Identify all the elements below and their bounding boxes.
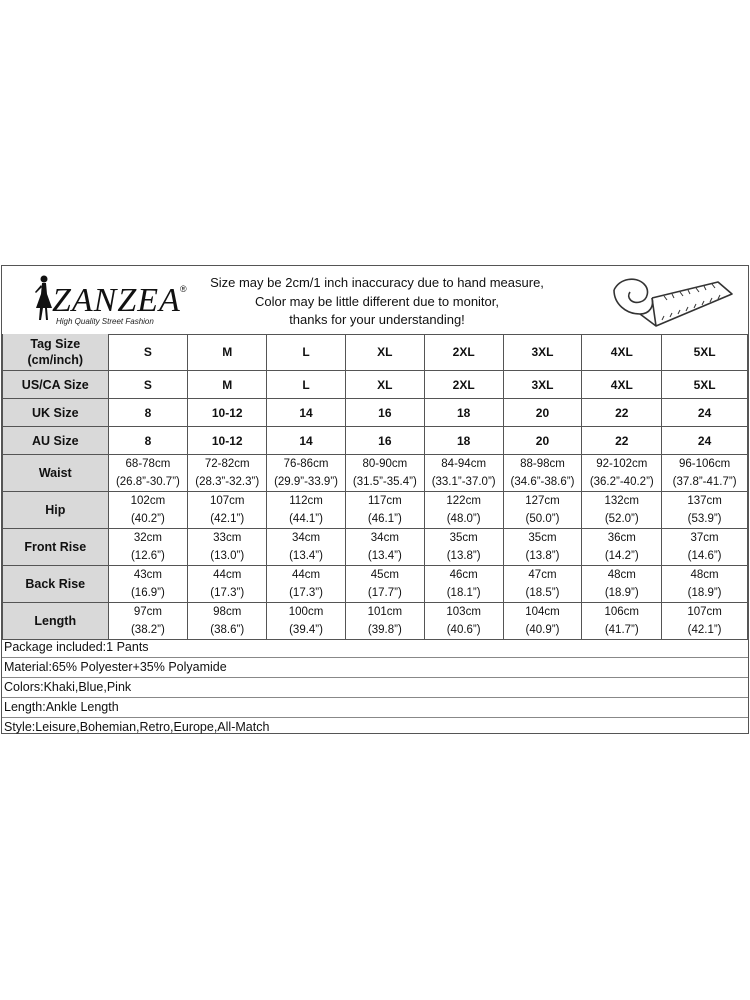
front-rise-cell: [188, 529, 267, 566]
waist-cm: 72-82cm: [204, 458, 250, 470]
hip-header: Hip: [3, 492, 109, 529]
us-ca-size-cell: 5XL: [662, 371, 748, 399]
uk-size-cell: 22: [582, 399, 662, 427]
front-rise-cell: [108, 529, 188, 566]
hip-cell: [345, 492, 424, 529]
tag-size-cell: 4XL: [582, 334, 662, 371]
tag-size-cell: 5XL: [662, 334, 748, 371]
hip-inch: (40.2”): [130, 513, 165, 525]
length-cell: [188, 603, 267, 640]
back-rise-inch: (18.9”): [604, 587, 639, 599]
hip-cm: 117cm: [368, 495, 402, 507]
notice-line-1: Size may be 2cm/1 inch inaccuracy due to hand measure,: [210, 275, 544, 290]
us-ca-size-cell: M: [188, 371, 267, 399]
back-rise-cell: [662, 566, 748, 603]
hip-inch: (46.1”): [367, 513, 402, 525]
hip-cm: 127cm: [525, 495, 560, 507]
length-inch: (38.2”): [130, 624, 165, 636]
length-cell: [267, 603, 346, 640]
length-inch: (39.8”): [367, 624, 402, 636]
waist-cell: [503, 455, 582, 492]
waist-cm: 92-102cm: [596, 458, 648, 470]
uk-size-cell: 18: [424, 399, 503, 427]
waist-inch: (29.9”-33.9”): [274, 476, 338, 488]
waist-cm: 68-78cm: [125, 458, 171, 470]
length-cell: [503, 603, 582, 640]
length-cell: [108, 603, 188, 640]
tag-size-cell: 3XL: [503, 334, 582, 371]
length-cm: 100cm: [288, 606, 324, 618]
notice-line-2: Color may be little different due to monitor,: [255, 293, 499, 309]
front-rise-inch: (14.6”): [687, 550, 722, 562]
front-rise-cm: 32cm: [133, 532, 162, 544]
us-ca-size-header: US/CA Size: [3, 371, 109, 399]
notice-line-3: thanks for your understanding!: [289, 312, 465, 327]
length-inch: (38.6”): [210, 624, 245, 636]
length-cm: 98cm: [213, 606, 242, 618]
length-inch: (39.4”): [289, 624, 323, 636]
hip-cm: 122cm: [446, 495, 481, 507]
hip-cm: 102cm: [130, 495, 166, 507]
length-cm: 107cm: [687, 606, 722, 618]
front-rise-cell: [345, 529, 424, 566]
back-rise-cell: [582, 566, 662, 603]
au-size-cell: 22: [582, 427, 662, 455]
waist-cell: [345, 455, 424, 492]
back-rise-header: Back Rise: [3, 566, 109, 603]
waist-cell: [108, 455, 188, 492]
hip-cell: [424, 492, 503, 529]
front-rise-inch: (13.0”): [210, 550, 245, 562]
back-rise-cell: [188, 566, 267, 603]
waist-cm: 88-98cm: [520, 458, 565, 470]
length-cm: 97cm: [133, 606, 162, 618]
au-size-cell: 16: [345, 427, 424, 455]
us-ca-size-cell: XL: [345, 371, 424, 399]
front-rise-cm: 37cm: [690, 532, 719, 544]
hip-inch: (53.9”): [687, 513, 722, 525]
us-ca-size-cell: L: [267, 371, 346, 399]
length-cm: 106cm: [604, 606, 640, 618]
chart-header: [2, 266, 748, 335]
back-rise-inch: (16.9”): [130, 587, 165, 599]
au-size-cell: 14: [267, 427, 346, 455]
us-ca-size-cell: 4XL: [582, 371, 662, 399]
au-size-header: AU Size: [3, 427, 109, 455]
waist-inch: (33.1”-37.0”): [431, 476, 496, 488]
front-rise-cell: [424, 529, 503, 566]
hip-inch: (42.1”): [210, 513, 245, 525]
tag-size-cell: XL: [345, 334, 424, 371]
registered-mark: ®: [180, 284, 187, 294]
waist-cm: 96-106cm: [679, 458, 731, 470]
back-rise-row: [3, 566, 748, 603]
back-rise-inch: (18.9”): [687, 587, 722, 599]
hip-inch: (44.1”): [289, 513, 323, 525]
waist-inch: (37.8”-41.7”): [672, 476, 737, 488]
length-info: Length:Ankle Length: [2, 697, 748, 717]
front-rise-cell: [582, 529, 662, 566]
au-size-cell: 20: [503, 427, 582, 455]
uk-size-header: UK Size: [3, 399, 109, 427]
front-rise-inch: (13.4”): [367, 550, 402, 562]
measurement-notice: [192, 274, 562, 330]
waist-header: Waist: [3, 455, 109, 492]
waist-inch: (36.2”-40.2”): [589, 476, 654, 488]
brand-logo: [30, 272, 190, 330]
waist-cm: 76-86cm: [283, 458, 329, 470]
front-rise-row: [3, 529, 748, 566]
size-chart: [1, 265, 749, 734]
au-size-cell: 18: [424, 427, 503, 455]
back-rise-cm: 48cm: [690, 569, 719, 581]
tag-size-cell: L: [267, 334, 346, 371]
hip-cm: 132cm: [604, 495, 640, 507]
brand-tagline: High Quality Street Fashion: [56, 317, 154, 326]
uk-size-cell: 14: [267, 399, 346, 427]
waist-inch: (34.6”-38.6”): [510, 476, 575, 488]
tag-size-cell: S: [108, 334, 188, 371]
tag-size-unit: (cm/inch): [27, 353, 84, 367]
front-rise-cm: 36cm: [607, 532, 636, 544]
au-size-cell: 8: [108, 427, 188, 455]
tag-size-row: [3, 334, 748, 371]
back-rise-cm: 44cm: [291, 569, 321, 581]
length-inch: (42.1”): [687, 624, 722, 636]
length-cell: [424, 603, 503, 640]
waist-inch: (26.8”-30.7”): [115, 476, 180, 488]
front-rise-inch: (13.8”): [446, 550, 481, 562]
waist-cell: [424, 455, 503, 492]
back-rise-inch: (17.7”): [367, 587, 402, 599]
front-rise-cm: 35cm: [449, 532, 478, 544]
back-rise-inch: (17.3”): [210, 587, 245, 599]
us-ca-size-cell: S: [108, 371, 188, 399]
waist-inch: (31.5”-35.4”): [352, 476, 417, 488]
style-info: Style:Leisure,Bohemian,Retro,Europe,All-Match: [2, 717, 748, 737]
back-rise-cm: 44cm: [213, 569, 242, 581]
material-info: Material:65% Polyester+35% Polyamide: [2, 657, 748, 677]
front-rise-inch: (13.4”): [289, 550, 323, 562]
colors-info: Colors:Khaki,Blue,Pink: [2, 677, 748, 697]
uk-size-cell: 8: [108, 399, 188, 427]
front-rise-cm: 34cm: [370, 532, 399, 544]
hip-inch: (50.0”): [525, 513, 560, 525]
uk-size-cell: 24: [662, 399, 748, 427]
back-rise-cell: [503, 566, 582, 603]
size-table: [2, 334, 748, 640]
front-rise-inch: (14.2”): [604, 550, 639, 562]
front-rise-cell: [267, 529, 346, 566]
hip-cm: 137cm: [687, 495, 722, 507]
tag-size-label: Tag Size: [30, 337, 81, 351]
back-rise-inch: (18.5”): [525, 587, 560, 599]
front-rise-inch: (13.8”): [525, 550, 560, 562]
back-rise-cm: 46cm: [449, 569, 478, 581]
tag-size-cell: M: [188, 334, 267, 371]
hip-cell: [108, 492, 188, 529]
hip-row: [3, 492, 748, 529]
back-rise-inch: (18.1”): [446, 587, 481, 599]
hip-cell: [662, 492, 748, 529]
measuring-tape-icon: [610, 270, 736, 332]
back-rise-cm: 48cm: [607, 569, 636, 581]
back-rise-cell: [345, 566, 424, 603]
package-info: Package included:1 Pants: [4, 640, 149, 654]
waist-cm: 84-94cm: [441, 458, 487, 470]
us-ca-size-cell: 3XL: [503, 371, 582, 399]
hip-cell: [188, 492, 267, 529]
tag-size-cell: 2XL: [424, 334, 503, 371]
waist-cell: [188, 455, 267, 492]
hip-inch: (52.0”): [604, 513, 639, 525]
waist-cell: [267, 455, 346, 492]
au-size-cell: 10-12: [188, 427, 267, 455]
back-rise-cell: [267, 566, 346, 603]
back-rise-inch: (17.3”): [289, 587, 323, 599]
length-cm: 101cm: [367, 606, 403, 618]
length-cm: 104cm: [525, 606, 560, 618]
front-rise-cm: 34cm: [291, 532, 321, 544]
length-inch: (41.7”): [604, 624, 639, 636]
hip-cell: [503, 492, 582, 529]
waist-cell: [582, 455, 662, 492]
product-info: [2, 638, 748, 737]
tag-size-header: [3, 334, 109, 371]
length-cell: [582, 603, 662, 640]
length-inch: (40.9”): [525, 624, 560, 636]
uk-size-cell: 10-12: [188, 399, 267, 427]
woman-silhouette-icon: [30, 274, 54, 322]
uk-size-cell: 20: [503, 399, 582, 427]
front-rise-cm: 33cm: [213, 532, 242, 544]
us-ca-size-cell: 2XL: [424, 371, 503, 399]
waist-cell: [662, 455, 748, 492]
back-rise-cm: 45cm: [370, 569, 399, 581]
back-rise-cell: [424, 566, 503, 603]
hip-cell: [582, 492, 662, 529]
back-rise-cm: 47cm: [528, 569, 557, 581]
front-rise-cell: [503, 529, 582, 566]
length-header: Length: [3, 603, 109, 640]
uk-size-row: [3, 399, 748, 427]
au-size-row: [3, 427, 748, 455]
front-rise-cell: [662, 529, 748, 566]
front-rise-inch: (12.6”): [130, 550, 165, 562]
uk-size-cell: 16: [345, 399, 424, 427]
front-rise-header: Front Rise: [3, 529, 109, 566]
length-cell: [662, 603, 748, 640]
length-inch: (40.6”): [446, 624, 481, 636]
us-ca-size-row: [3, 371, 748, 399]
au-size-cell: 24: [662, 427, 748, 455]
brand-name: ZANZEA: [52, 282, 181, 319]
back-rise-cm: 43cm: [133, 569, 162, 581]
waist-row: [3, 455, 748, 492]
hip-cm: 107cm: [209, 495, 245, 507]
length-row: [3, 603, 748, 640]
hip-cell: [267, 492, 346, 529]
length-cm: 103cm: [446, 606, 481, 618]
hip-cm: 112cm: [289, 495, 323, 507]
waist-inch: (28.3”-32.3”): [195, 476, 260, 488]
front-rise-cm: 35cm: [528, 532, 557, 544]
waist-cm: 80-90cm: [362, 458, 408, 470]
length-cell: [345, 603, 424, 640]
hip-inch: (48.0”): [446, 513, 481, 525]
back-rise-cell: [108, 566, 188, 603]
